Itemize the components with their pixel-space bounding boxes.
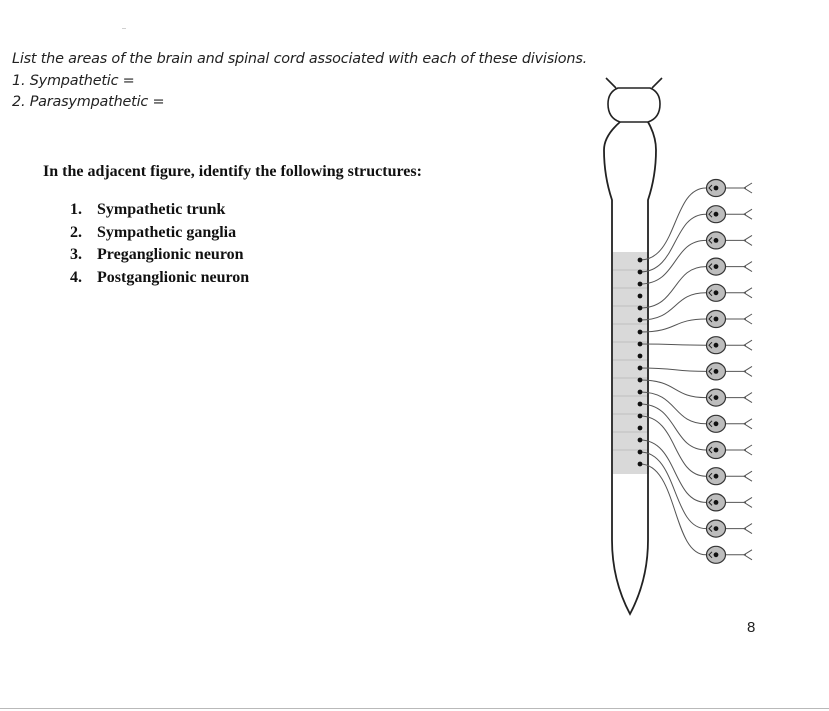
ganglion-cell-body [714, 552, 719, 557]
cell-body-dot [638, 462, 643, 467]
preganglionic-fiber [640, 464, 706, 555]
ganglion-cell-body [714, 317, 719, 322]
ganglion-cell-body [714, 212, 719, 217]
page-number: 8 [747, 619, 756, 636]
preganglionic-fiber [640, 452, 706, 529]
question-prompt: List the areas of the brain and spinal cord associated with each of these divisions. [12, 51, 587, 67]
ganglion-cell-body [714, 238, 719, 243]
cell-body-dot [638, 450, 643, 455]
list-item: 3. Preganglionic neuron [70, 246, 244, 263]
ganglion-cell-body [714, 448, 719, 453]
cell-body-dot [638, 402, 643, 407]
list-item: 1. Sympathetic trunk [70, 201, 226, 218]
preganglionic-fiber [640, 188, 706, 260]
preganglionic-fiber [640, 440, 706, 502]
ganglion-cell-body [714, 186, 719, 191]
cell-body-dot [638, 366, 643, 371]
preganglionic-fiber [640, 214, 706, 272]
ganglion-cell-body [714, 500, 719, 505]
ganglion-cell-body [714, 395, 719, 400]
cell-body-dot [638, 282, 643, 287]
cell-body-dot [638, 414, 643, 419]
cell-body-dot [638, 294, 643, 299]
ganglion-cell-body [714, 526, 719, 531]
cell-body-dot [638, 330, 643, 335]
ganglion-cell-body [714, 421, 719, 426]
list-item: 4. Postganglionic neuron [70, 268, 250, 286]
preganglionic-fiber [640, 368, 706, 371]
cell-body-dot [638, 390, 643, 395]
sympathetic-fibers [640, 183, 752, 560]
cell-body-dot [638, 318, 643, 323]
cell-body-dot [638, 270, 643, 275]
bottom-divider [0, 708, 829, 709]
question-parasympathetic: 2. Parasympathetic = [12, 94, 165, 110]
preganglionic-fiber [640, 267, 706, 308]
cell-body-dot [638, 342, 643, 347]
question-sympathetic: 1. Sympathetic = [12, 72, 135, 89]
sympathetic-chain-ganglia [707, 180, 726, 564]
figure-task-heading: In the adjacent figure, identify the following structures: [43, 163, 422, 180]
cell-body-dot [638, 258, 643, 263]
brain-outline [606, 78, 662, 122]
cell-body-dot [638, 354, 643, 359]
cell-body-dot [638, 438, 643, 443]
ganglion-cell-body [714, 369, 719, 374]
ganglion-cell-body [714, 264, 719, 269]
cell-body-dot [638, 378, 643, 383]
ganglion-cell-body [714, 474, 719, 479]
preganglionic-fiber [640, 344, 706, 345]
ganglion-cell-body [714, 343, 719, 348]
cell-body-dot [638, 306, 643, 311]
preganglionic-fiber [640, 319, 706, 332]
cell-body-dot [638, 426, 643, 431]
preganglionic-fiber [640, 380, 706, 398]
list-item: 2. Sympathetic ganglia [70, 223, 237, 241]
ganglion-cell-body [714, 290, 719, 295]
